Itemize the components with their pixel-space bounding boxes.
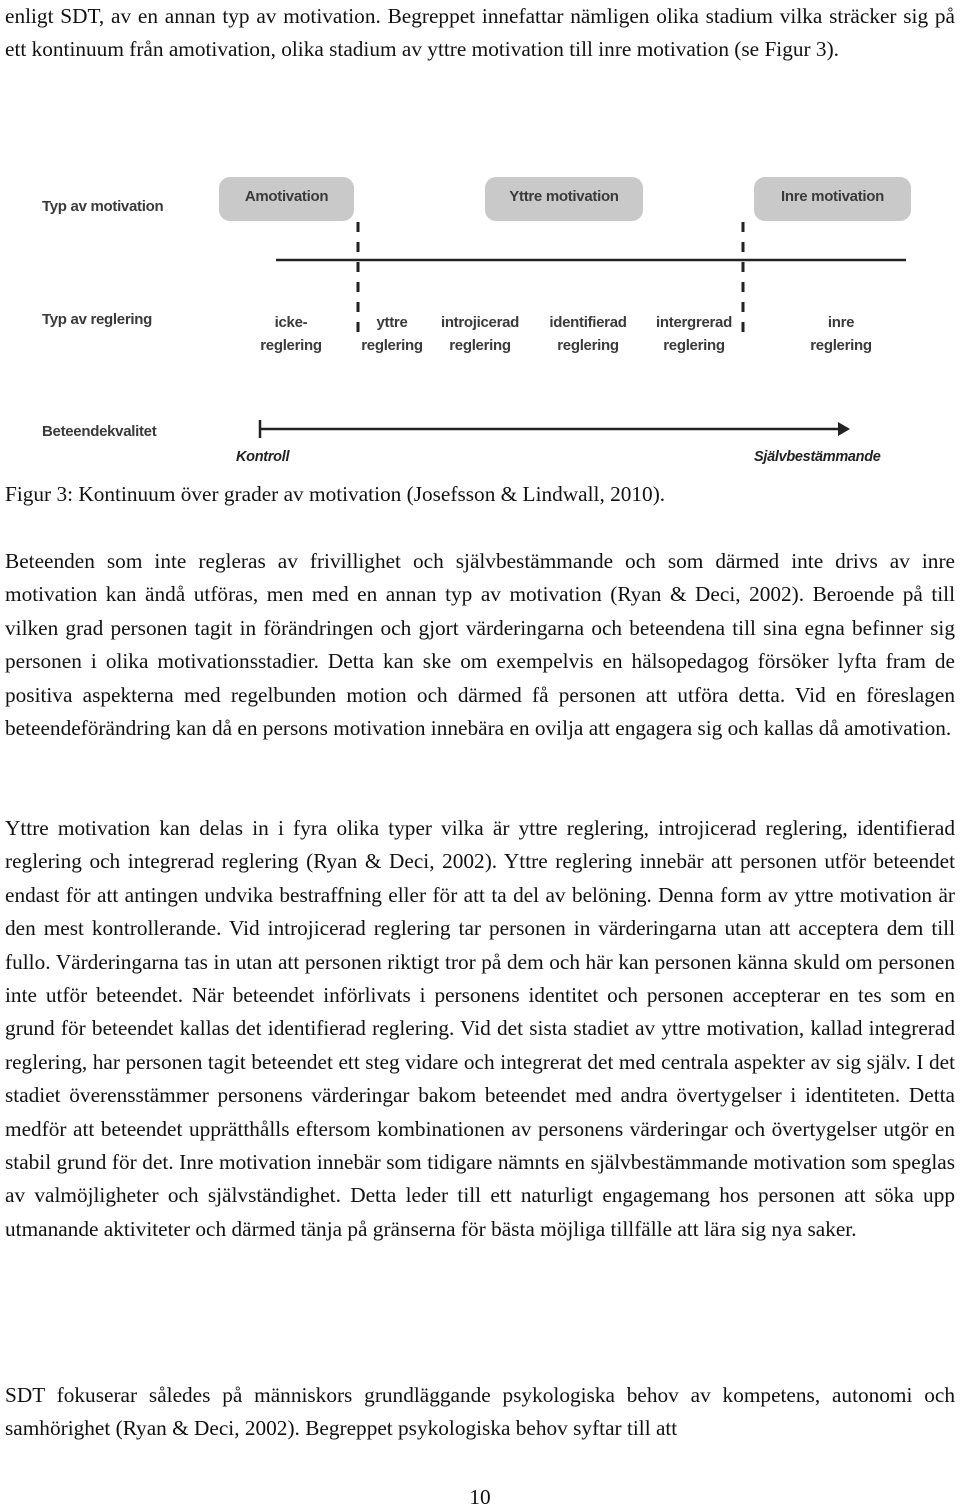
label-behavior-quality: Beteendekvalitet: [42, 423, 157, 440]
regulation-integrated-line2: reglering: [663, 337, 725, 354]
regulation-intrinsic: [791, 311, 891, 357]
regulation-identified-line2: reglering: [557, 337, 619, 354]
paragraph-extrinsic-types: Yttre motivation kan delas in i fyra olika typer vilka är yttre reglering, introjicerad reglering, identifierad reglering och integrerad reglering (Ryan & Deci, 2002). Yttre reglering innebär att personen utför beteendet endast för att antingen undvika bestraffning eller för att ta del av belöning. Denna form av yttre motivation är den mest kontrollerande. Vid introjicerad reglering tar personen in värderingarna utan att acceptera dem till fullo. Värderingarna tas in utan att personen riktigt tror på dem och här kan personen känna skuld om personen inte utför beteendet. När beteendet införlivats i personens identitet och personen accepterar en tes som en grund för beteendet kallas det identifierad reglering. Vid det sista stadiet av yttre motivation, kallad integrerad reglering, har personen tagit beteendet ett steg vidare och integrerat det med centrala aspekter av sig själv. I det stadiet överensstämmer personens värderingar bakom beteendet med andra övertygelser i identiteten. Detta medför att beteendet upprätthålls eftersom kombinationen av personens värderingar och övertygelser utgör en stabil grund för det. Inre motivation innebär som tidigare nämnts en självbestämmande motivation som speglas av valmöjligheter och självständighet. Detta leder till ett naturligt engagemang hos personen att söka upp utmanande aktiviteter och därmed tänja på gränserna för bästa möjliga tillfälle att lära sig nya saker.: [5, 816, 955, 1241]
regulation-identified-line1: identifierad: [549, 314, 627, 331]
regulation-external: [342, 311, 442, 357]
paragraph-sdt-needs: SDT fokuserar således på människors grundläggande psykologiska behov av kompetens, autonomi och samhörighet (Ryan & Deci, 2002). Begreppet psykologiska behov syftar till att: [5, 1383, 955, 1441]
regulation-integrated-line1: intergrerad: [656, 314, 732, 331]
regulation-introjected-line2: reglering: [449, 337, 511, 354]
regulation-identified: [538, 311, 638, 357]
regulation-integrated: [644, 311, 744, 357]
regulation-introjected-line1: introjicerad: [440, 314, 520, 331]
regulation-none-line1: icke-: [274, 314, 308, 331]
axis-label-control: Kontroll: [236, 449, 290, 465]
motivation-continuum-figure: [0, 160, 960, 470]
label-motivation-type: Typ av motivation: [42, 198, 164, 215]
paragraph-intro: enligt SDT, av en annan typ av motivation. Begreppet innefattar nämligen olika stadium vilka sträcker sig på ett kontinuum från amotivation, olika stadium av yttre motivation till inre motivation (se Figur 3).: [5, 4, 955, 62]
regulation-none-line2: reglering: [260, 337, 322, 354]
regulation-introjected: [430, 311, 530, 357]
quality-axis-arrowhead: [838, 422, 850, 436]
regulation-intrinsic-line1: inre: [827, 314, 855, 331]
pill-intrinsic-motivation: Inre motivation: [754, 177, 911, 221]
regulation-none: [241, 311, 341, 357]
regulation-external-line1: yttre: [376, 314, 408, 331]
pill-extrinsic-motivation: Yttre motivation: [485, 177, 643, 221]
page-number: 10: [469, 1485, 491, 1509]
figure-caption: Figur 3: Kontinuum över grader av motivation (Josefsson & Lindwall, 2010).: [5, 482, 666, 506]
pill-amotivation: Amotivation: [219, 177, 354, 221]
label-regulation-type: Typ av reglering: [42, 311, 152, 328]
regulation-external-line2: reglering: [361, 337, 423, 354]
regulation-intrinsic-line2: reglering: [810, 337, 872, 354]
axis-label-self-determination: Självbestämmande: [754, 449, 881, 465]
paragraph-amotivation: Beteenden som inte regleras av frivillighet och självbestämmande och som därmed inte drivs av inre motivation kan ändå utföras, men med en annan typ av motivation (Ryan & Deci, 2002). Beroende på till vilken grad personen tagit in förändringen och gjort värderingarna och beteendena till sina egna befinner sig personen i olika motivationsstadier. Detta kan ske om exempelvis en hälsopedagog försöker lyfta fram de positiva aspekterna med regelbunden motion och därmed få personen att utföra detta. Vid en föreslagen beteendeförändring kan då en persons motivation innebära en ovilja att engagera sig och kallas då amotivation.: [5, 549, 955, 741]
